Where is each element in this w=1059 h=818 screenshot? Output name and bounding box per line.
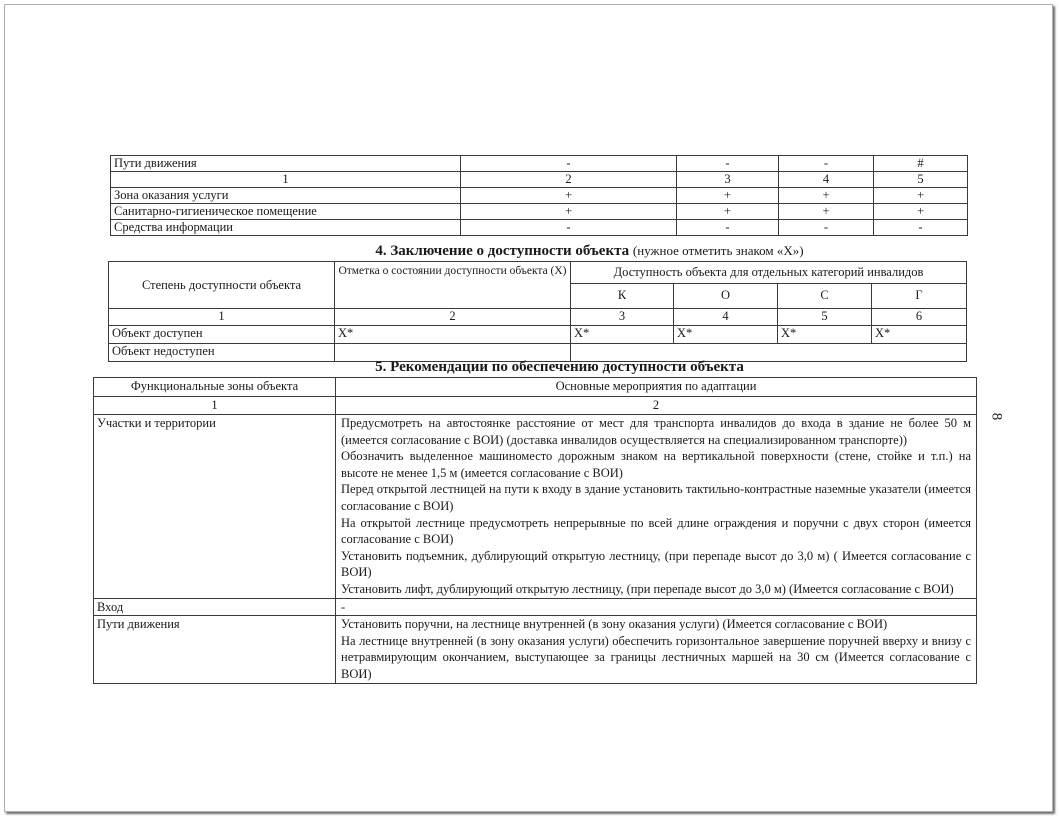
table-header-row <box>94 378 977 397</box>
table-row <box>109 326 967 344</box>
mark-cell: X* <box>674 326 778 344</box>
value-cell: - <box>779 220 874 236</box>
recommendation-item: Предусмотреть на автостоянке расстояние от мест для транспорта инвалидов до входа в здание не более 50 м (имеется согласование с ВОИ) (доставка инвалидов осуществляется на специализированном транспорте)) <box>341 416 971 447</box>
table-row <box>94 616 977 683</box>
value-cell: + <box>461 188 677 204</box>
table-row <box>109 309 967 326</box>
recommendation-item: Обозначить выделенное машиноместо дорожным знаком на вертикальной поверхности (стене, стойке и т.п.) на высоте не менее 1,5 м (имеется согласование с ВОИ) <box>341 449 971 480</box>
table-header-row <box>109 262 967 284</box>
section-4-note: (нужное отметить знаком «X») <box>632 243 804 258</box>
status-cell: Объект недоступен <box>109 344 335 362</box>
column-number: 3 <box>571 309 674 326</box>
value-cell: + <box>677 188 779 204</box>
column-number: 1 <box>109 309 335 326</box>
table-row <box>111 172 968 188</box>
category-cell: Г <box>872 284 967 309</box>
zone-cell: Средства информации <box>111 220 461 236</box>
zone-cell: Зона оказания услуги <box>111 188 461 204</box>
zone-cell: Пути движения <box>94 616 336 683</box>
table-row <box>111 220 968 236</box>
table-row <box>94 415 977 599</box>
recommendations-cell <box>336 616 977 683</box>
column-number: 2 <box>461 172 677 188</box>
header-cell: Функциональные зоны объекта <box>94 378 336 397</box>
value-cell: - <box>874 220 968 236</box>
zone-cell: Вход <box>94 598 336 616</box>
zone-cell: Пути движения <box>111 156 461 172</box>
category-cell: О <box>674 284 778 309</box>
column-number: 3 <box>677 172 779 188</box>
mark-cell: X* <box>872 326 967 344</box>
table-row <box>94 598 977 616</box>
section-5-heading: 5. Рекомендации по обеспечению доступности объекта <box>375 359 744 375</box>
column-number: 1 <box>94 397 336 415</box>
column-number: 6 <box>872 309 967 326</box>
value-cell: - <box>461 220 677 236</box>
value-cell: - <box>677 220 779 236</box>
table-row <box>111 156 968 172</box>
value-cell: - <box>461 156 677 172</box>
mark-cell: X* <box>335 326 571 344</box>
recommendation-item: Установить лифт, дублирующий открытую лестницу, (при перепаде высот до 3,0 м) (Имеется согласование с ВОИ) <box>341 581 954 596</box>
column-number: 4 <box>674 309 778 326</box>
page-number: 8 <box>988 412 1005 421</box>
recommendation-item: Перед открытой лестницей на пути к входу в здание установить тактильно-контрастные наземные указатели (имеется согласование с ВОИ) <box>341 482 971 513</box>
value-cell: + <box>874 204 968 220</box>
accessibility-conclusion-table <box>108 261 967 362</box>
column-number: 1 <box>111 172 461 188</box>
header-cell: Доступность объекта для отдельных категорий инвалидов <box>571 262 967 284</box>
value-cell: # <box>874 156 968 172</box>
zone-cell: Участки и территории <box>94 415 336 599</box>
section-4-heading <box>60 242 1059 260</box>
value-cell: + <box>461 204 677 220</box>
table-row <box>111 188 968 204</box>
category-cell: К <box>571 284 674 309</box>
column-number: 5 <box>778 309 872 326</box>
section-4-title: 4. Заключение о доступности объекта <box>375 243 630 259</box>
header-cell: Отметка о состоянии доступности объекта (X) <box>335 262 571 309</box>
accessibility-table-continuation <box>110 155 968 236</box>
recommendations-cell <box>336 415 977 599</box>
column-number: 5 <box>874 172 968 188</box>
value-cell: + <box>677 204 779 220</box>
mark-cell: X* <box>571 326 674 344</box>
zone-cell: Санитарно-гигиеническое помещение <box>111 204 461 220</box>
recommendation-item: Установить подъемник, дублирующий открытую лестницу, (при перепаде высот до 3,0 м) ( Имеется согласование с ВОИ) <box>341 548 971 580</box>
value-cell: + <box>779 204 874 220</box>
header-cell: Основные мероприятия по адаптации <box>336 378 977 397</box>
header-cell: Степень доступности объекта <box>109 262 335 309</box>
table-row <box>111 204 968 220</box>
value-cell: + <box>874 188 968 204</box>
column-number: 2 <box>336 397 977 415</box>
table-row <box>94 397 977 415</box>
value-cell: + <box>779 188 874 204</box>
recommendation-item: Установить поручни, на лестнице внутренней (в зону оказания услуги) (Имеется согласование с ВОИ) <box>341 617 888 632</box>
recommendation-item: На лестнице внутренней (в зону оказания услуги) обеспечить горизонтальное завершение поручней вверху и внизу с нетравмирующим окончанием, выступающее за границы лестничных маршей на 30 см (Имеется согласование с ВОИ) <box>341 633 971 681</box>
value-cell: - <box>779 156 874 172</box>
mark-cell: X* <box>778 326 872 344</box>
recommendations-table <box>93 377 977 684</box>
recommendation-item: На открытой лестнице предусмотреть непрерывные по всей длине ограждения и поручни с двух сторон (имеется согласование с ВОИ) <box>341 515 971 547</box>
category-cell: С <box>778 284 872 309</box>
column-number: 4 <box>779 172 874 188</box>
recommendation-item: - <box>336 598 977 616</box>
column-number: 2 <box>335 309 571 326</box>
status-cell: Объект доступен <box>109 326 335 344</box>
value-cell: - <box>677 156 779 172</box>
